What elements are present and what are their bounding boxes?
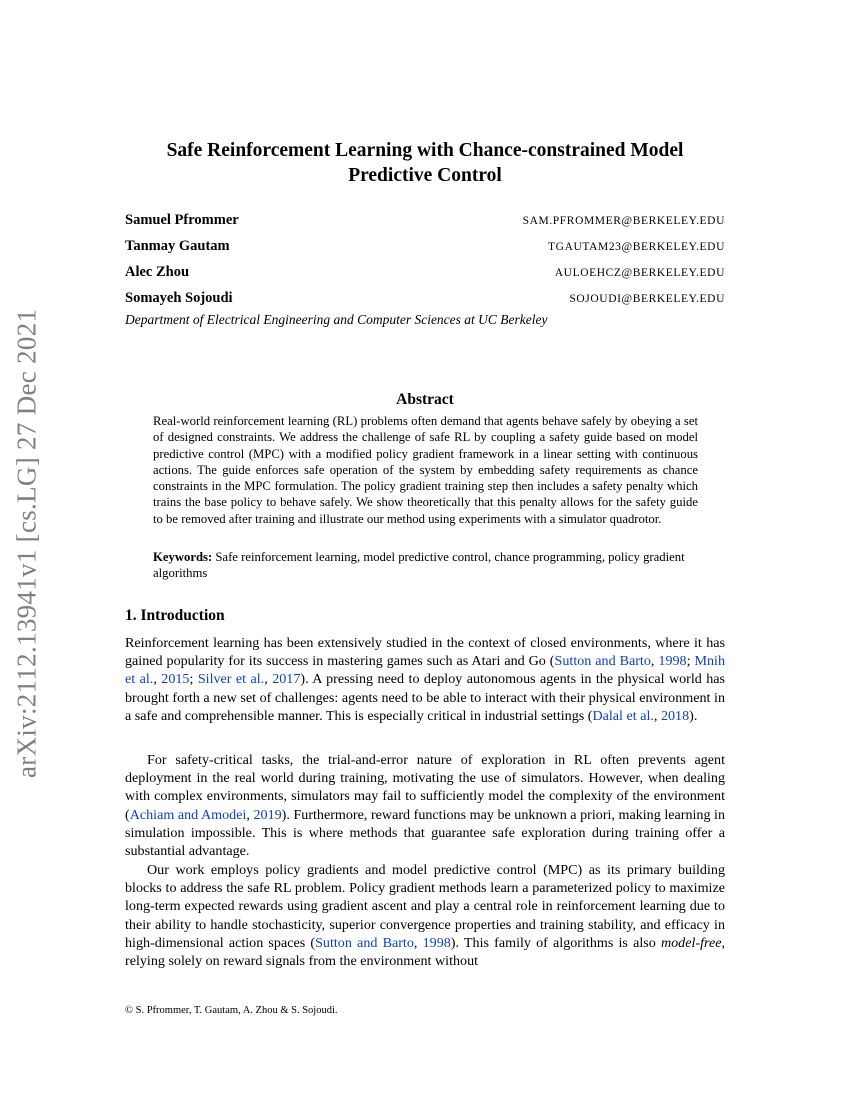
author-name: Somayeh Sojoudi [125,290,233,306]
abstract-heading: Abstract [396,391,454,408]
text-run: , [650,653,659,670]
text-run: Reinforcement learning has been extensively studied in the context of closed environments, where it has gained popularity for its success in mastering games such as Atari and Go ( [125,635,725,670]
author-row [125,264,725,284]
text-run: ; [686,653,695,670]
arxiv-stamp: arXiv:2112.13941v1 [cs.LG] 27 Dec 2021 [11,308,42,778]
citation-link[interactable]: Mnih et al. [125,653,725,688]
intro-paragraph-1 [125,634,725,725]
citation-link[interactable]: 2015 [161,671,190,688]
title-line-1: Safe Reinforcement Learning with Chance-constrained Model [166,140,684,161]
text-run: , [246,806,254,823]
text-run: , [653,707,661,724]
section-heading-introduction: 1. Introduction [125,607,225,624]
citation-link[interactable]: 2018 [660,707,690,724]
citation-link[interactable]: Sutton and Barto [315,934,414,951]
citation-link[interactable]: Silver et al. [197,671,265,688]
citation-link[interactable]: Dalal et al. [592,707,654,724]
text-run: , [264,671,273,688]
emphasis: model-free [660,934,722,951]
keywords-text: Safe reinforcement learning, model predictive control, chance programming, policy gradient algorithms [153,550,685,581]
paper-title [125,138,725,188]
keywords-label: Keywords: [153,550,213,564]
title-line-2: Predictive Control [348,165,502,186]
text-run: ). [689,707,698,724]
author-name: Samuel Pfrommer [125,212,239,228]
text-run: Our work employs policy gradients and model predictive control (MPC) as its primary building blocks to address the safe RL problem. Policy gradient methods learn a parameterized policy to maximize long-term expected rewards using gradient ascent and play a central role in reinforcement learning due to their ability to handle stochasticity, superior convergence properties and training stability, and efficacy in high-dimensional action spaces ( [125,862,725,951]
text-run: ; [189,671,198,688]
author-row [125,212,725,232]
text-run: ). A pressing need to deploy autonomous agents in the physical world has brought forth a new set of challenges: agents need to be able to interact with their physical environment in a safe and comprehensible manner. This is especially critical in industrial settings ( [125,671,726,724]
text-run: , [413,934,423,951]
abstract-body: Real-world reinforcement learning (RL) problems often demand that agents behave safely by obeying a set of designed constraints. We address the challenge of safe RL by coupling a safety guide based on model predictive control (MPC) with a modified policy gradient framework in a linear setting with continuous actions. The guide enforces safe operation of the system by embedding safety requirements as chance constraints in the MPC formulation. The policy gradient training step then includes a safety penalty which trains the base policy to behave safely. We show theoretically that this penalty allows for the safety guide to be removed after training and illustrate our method using experiments with a simulator quadrotor. [153,414,698,526]
author-row [125,290,725,310]
intro-paragraph-2 [125,751,725,860]
affiliation: Department of Electrical Engineering and Computer Sciences at UC Berkeley [125,312,548,327]
keywords [153,549,698,582]
author-name: Tanmay Gautam [125,238,230,254]
citation-link[interactable]: 2017 [272,671,301,688]
text-run: For safety-critical tasks, the trial-and-error nature of exploration in RL often prevents agent deployment in the real world during training, motivating the use of simulators. However, when dealing with complex environments, simulators may fail to sufficiently model the complexity of the environment ( [125,752,725,823]
author-email[interactable]: AULOEHCZ@BERKELEY.EDU [554,267,725,279]
intro-paragraph-3 [125,861,725,970]
author-row [125,238,725,258]
author-email[interactable]: SOJOUDI@BERKELEY.EDU [569,293,725,305]
text-run: ). This family of algorithms is also [450,934,661,951]
author-email[interactable]: TGAUTAM23@BERKELEY.EDU [548,241,725,253]
author-name: Alec Zhou [125,264,190,280]
text-run: , [153,671,162,688]
text-run: ). Furthermore, reward functions may be unknown a priori, making learning in simulation impossible. This is where methods that guarantee safe exploration during training offer a substantial advantage. [125,806,726,860]
citation-link[interactable]: 2019 [253,806,282,823]
citation-link[interactable]: Achiam and Amodei [129,806,247,823]
citation-link[interactable]: 1998 [658,653,687,670]
citation-link[interactable]: Sutton and Barto [554,653,651,670]
text-run: , relying solely on reward signals from the environment without [125,934,726,970]
author-email[interactable]: SAM.PFROMMER@BERKELEY.EDU [522,215,725,227]
copyright-footer: © S. Pfrommer, T. Gautam, A. Zhou & S. Sojoudi. [125,1005,338,1016]
citation-link[interactable]: 1998 [422,934,451,951]
